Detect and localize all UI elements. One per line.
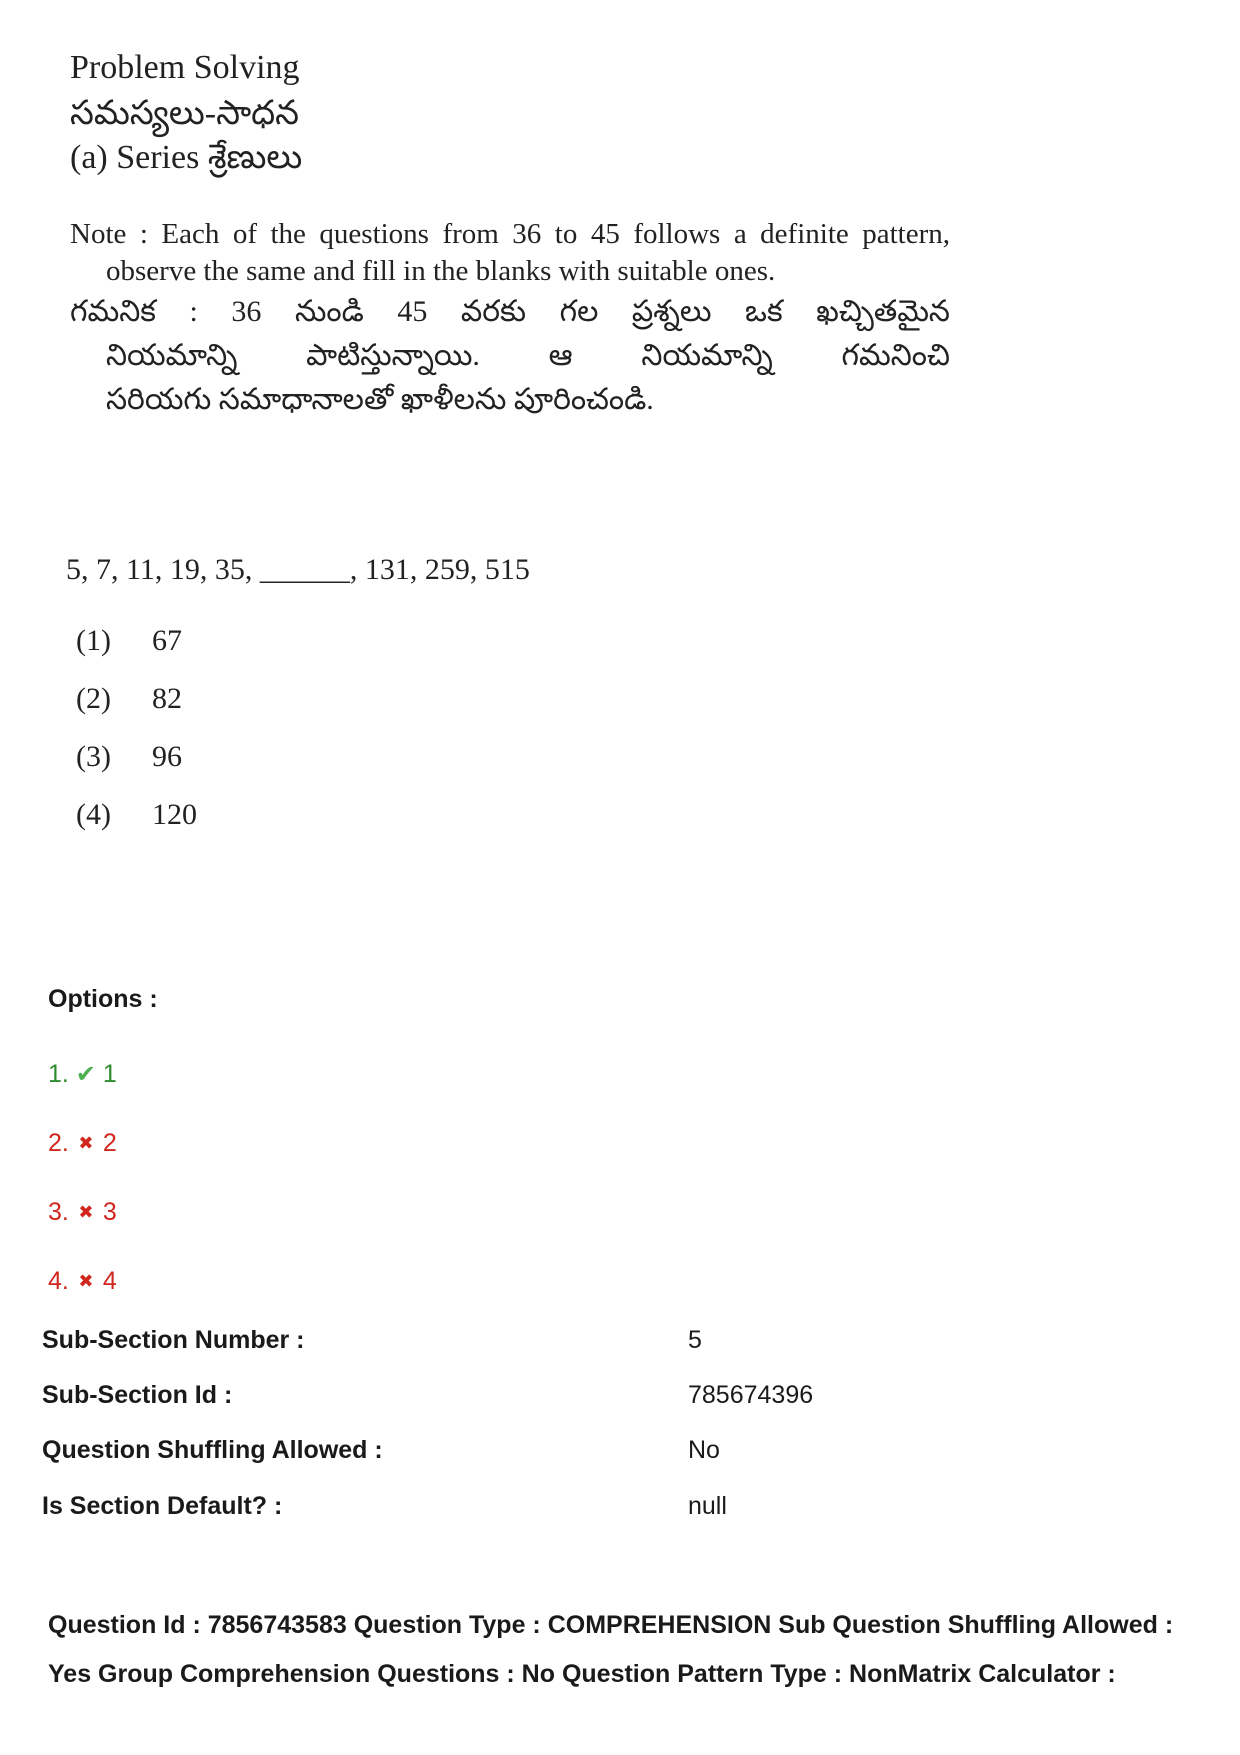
field-label: Question Shuffling Allowed : [42,1436,383,1464]
note-te-line: నియమాన్ని పాటిస్తున్నాయి. ఆ నియమాన్ని గమనించి [106,339,950,372]
field-value: 5 [688,1326,702,1354]
question-meta-line: Yes Group Comprehension Questions : No Question Pattern Type : NonMatrix Calculator : [48,1660,1116,1688]
note-te-line: గమనిక : 36 నుండి 45 వరకు గల ప్రశ్నలు ఒక ఖచ్చితమైన [70,295,950,328]
subsection-number-row [42,1326,305,1355]
subsection-id-row [42,1381,232,1410]
question-shuffling-row [42,1436,383,1465]
choice-value: 67 [152,624,182,657]
question-choices [76,624,197,856]
series-question: 5, 7, 11, 19, 35, ______, 131, 259, 515 [66,553,530,586]
options-heading: Options : [48,985,158,1013]
field-value: 785674396 [688,1381,814,1409]
section-title: Problem Solving [70,49,300,86]
check-icon: ✔ [75,1061,96,1088]
field-label: Sub-Section Number : [42,1326,305,1354]
choice-number: (4) [76,798,111,831]
option-value: 4 [102,1267,117,1295]
choice-number: (1) [76,624,111,657]
subsection-heading: (a) Series శ్రేణులు [70,139,303,176]
option-prefix: 1. [48,1060,69,1088]
note-line: observe the same and fill in the blanks with suitable ones. [106,255,776,287]
note-english [70,216,950,290]
section-title-telugu: సమస్యలు-సాధన [70,95,300,132]
field-value: No [688,1436,720,1464]
option-prefix: 4. [48,1267,69,1295]
choice-number: (2) [76,682,111,715]
option-3 [48,1198,117,1227]
option-value: 3 [102,1198,117,1226]
option-prefix: 3. [48,1198,69,1226]
cross-icon: ✖ [78,1271,94,1291]
question-scan-image [70,48,950,422]
choice-value: 96 [152,740,182,773]
choice-item [76,682,197,740]
field-value: null [688,1492,727,1520]
section-default-row [42,1492,282,1521]
option-value: 1 [102,1060,117,1088]
option-2 [48,1129,117,1158]
question-meta-line: Question Id : 7856743583 Question Type : COMPREHENSION Sub Question Shuffling Allowed : [48,1611,1174,1639]
note-line: Note : Each of the questions from 36 to 45 follows a definite pattern, [70,218,950,250]
note-telugu [70,290,950,422]
cross-icon: ✖ [78,1202,94,1222]
choice-item [76,624,197,682]
choice-value: 82 [152,682,182,715]
field-label: Sub-Section Id : [42,1381,233,1409]
choice-item [76,740,197,798]
choice-value: 120 [152,798,197,831]
option-prefix: 2. [48,1129,69,1157]
option-4 [48,1267,117,1296]
choice-item [76,798,197,856]
field-label: Is Section Default? : [42,1492,283,1520]
choice-number: (3) [76,740,111,773]
note-te-line: సరియగు సమాధానాలతో ఖాళీలను పూరించండి. [106,383,654,416]
option-1 [48,1060,117,1089]
cross-icon: ✖ [78,1133,94,1153]
option-value: 2 [102,1129,117,1157]
